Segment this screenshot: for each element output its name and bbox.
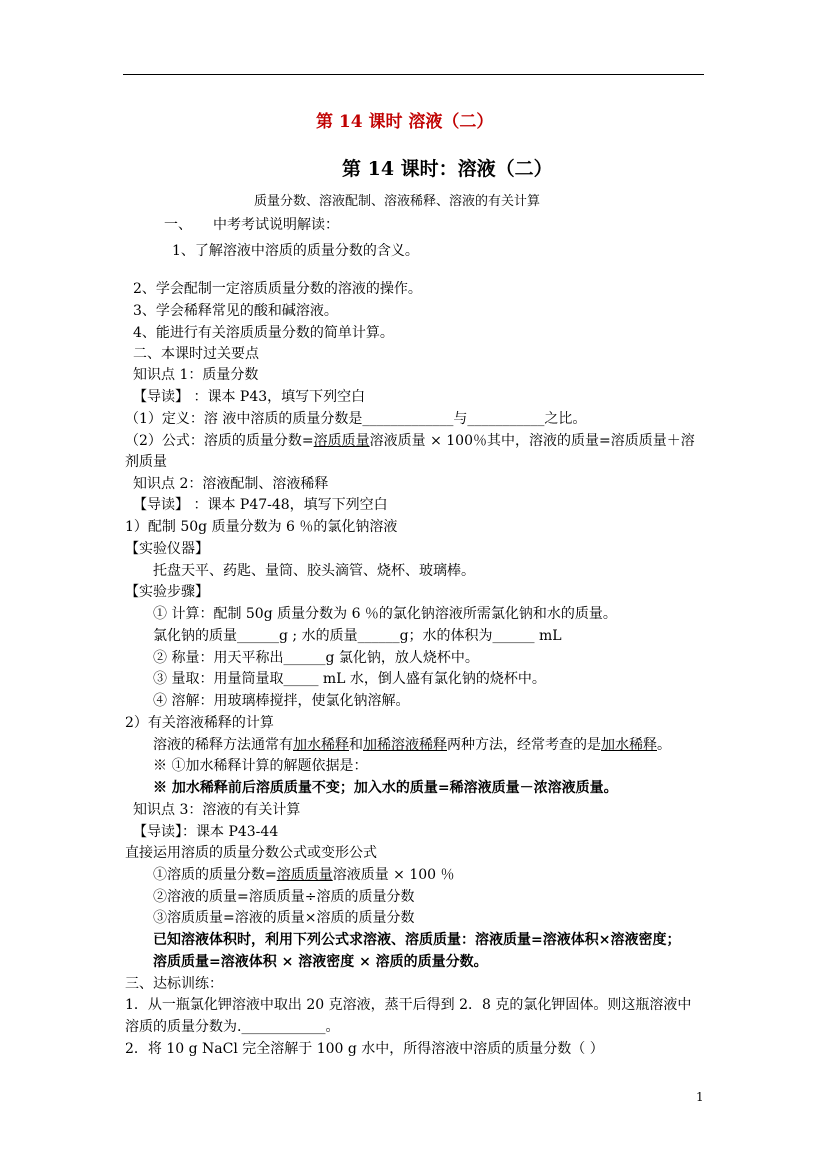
- instruments-list: 托盘天平、药匙、量筒、胶头滴管、烧杯、玻璃棒。: [153, 563, 475, 579]
- section-3-heading: 三、达标训练：: [125, 976, 223, 992]
- requirement-4: 4、能进行有关溶质质量分数的简单计算。: [133, 325, 394, 341]
- page-title: 第 14 课时：溶液（二）: [342, 158, 553, 180]
- instruments-label: 【实验仪器】: [125, 541, 209, 557]
- formula-underlined: 溶质质量: [313, 433, 370, 449]
- dilution-underline-2: 加稀溶液稀释: [363, 737, 447, 753]
- knowledge-point-2: 知识点 2：溶液配制、溶液稀释: [133, 476, 329, 492]
- formula-suffix: 溶液质量 × 100％其中，溶液的质量=溶质质量＋溶: [369, 433, 695, 449]
- formula-1-suffix: 溶液质量 × 100 ％: [332, 867, 455, 883]
- dilution-underline-1: 加水稀释: [293, 737, 349, 753]
- volume-formula-1: 已知溶液体积时，利用下列公式求溶液、溶质质量：溶液质量=溶液体积×溶液密度；: [153, 932, 681, 948]
- steps-label: 【实验步骤】: [125, 584, 209, 600]
- formula-2: ②溶液的质量=溶质质量÷溶质的质量分数: [153, 889, 415, 905]
- formula-1-underlined: 溶质质量: [276, 867, 333, 883]
- section-1-heading: 一、 中考考试说明解读：: [164, 217, 339, 233]
- dilution-underline-3: 加水稀释: [601, 737, 657, 753]
- requirement-1: 1、了解溶液中溶质的质量分数的含义。: [172, 243, 419, 259]
- step-4: ④ 溶解：用玻璃棒搅拌，使氯化钠溶解。: [153, 693, 410, 709]
- dilution-text-b: 和: [349, 737, 363, 753]
- red-title: 第 14 课时 溶液（二）: [316, 112, 494, 132]
- requirement-2: 2、学会配制一定溶质质量分数的溶液的操作。: [133, 281, 422, 297]
- formula-prefix: （2）公式：溶质的质量分数=: [125, 433, 314, 449]
- formula-1-prefix: ①溶质的质量分数=: [153, 867, 277, 883]
- section-2-heading: 二、本课时过关要点: [133, 346, 259, 362]
- dilution-text-d: 。: [657, 737, 671, 753]
- dilution-text-a: 溶液的稀释方法通常有: [153, 737, 293, 753]
- definition: （1）定义：溶 液中溶质的质量分数是_____________与___________之比。: [125, 411, 587, 427]
- kp3-guide: 【导读】：课本 P43-44: [133, 824, 279, 840]
- step-1-fill: 氯化钠的质量______g ; 水的质量______g；水的体积为______ mL: [153, 628, 562, 644]
- subtitle: 质量分数、溶液配制、溶液稀释、溶液的有关计算: [254, 194, 541, 209]
- question-1-line-1: 1．从一瓶氯化钾溶液中取出 20 克溶液，蒸干后得到 2．8 克的氯化钾固体。则这瓶溶液中: [125, 997, 692, 1013]
- knowledge-point-3: 知识点 3：溶液的有关计算: [133, 802, 301, 818]
- header-rule: [123, 74, 704, 75]
- kp1-guide: 【导读】 ：课本 P43，填写下列空白: [133, 389, 366, 405]
- volume-formula-2: 溶质质量=溶液体积 × 溶液密度 × 溶质的质量分数。: [153, 954, 488, 970]
- dilution-rule: ※ 加水稀释前后溶质质量不变；加入水的质量=稀溶液质量－浓溶液质量。: [153, 780, 618, 796]
- dilution-title: 2）有关溶液稀释的计算: [125, 715, 274, 731]
- kp2-guide: 【导读】 ：课本 P47-48，填写下列空白: [133, 497, 388, 513]
- dilution-basis: ※ ①加水稀释计算的解题依据是：: [153, 758, 368, 774]
- step-1: ① 计算：配制 50g 质量分数为 6 ％的氯化钠溶液所需氯化钠和水的质量。: [153, 606, 617, 622]
- knowledge-point-1: 知识点 1：质量分数: [133, 367, 259, 383]
- page-number: 1: [696, 1090, 704, 1104]
- step-3: ③ 量取：用量筒量取_____ mL 水，倒人盛有氯化钠的烧杯中。: [153, 671, 546, 687]
- formula-continuation: 剂质量: [125, 454, 167, 470]
- formula-1: [153, 866, 455, 884]
- formula-3: ③溶质质量=溶液的质量×溶质的质量分数: [153, 910, 415, 926]
- step-2: ② 称量：用天平称出______g 氯化钠，放人烧杯中。: [153, 650, 479, 666]
- formula-line: [125, 432, 695, 450]
- question-2: 2．将 10 g NaCl 完全溶解于 100 g 水中，所得溶液中溶质的质量分数（ ）: [125, 1041, 604, 1057]
- requirement-3: 3、学会稀释常见的酸和碱溶液。: [133, 303, 338, 319]
- dilution-methods: [153, 736, 671, 754]
- dilution-text-c: 两种方法，经常考查的是: [447, 737, 601, 753]
- question-1-line-2: 溶质的质量分数为.____________。: [125, 1019, 340, 1035]
- preparation-title: 1）配制 50g 质量分数为 6 ％的氯化钠溶液: [125, 519, 398, 535]
- direct-formula-intro: 直接运用溶质的质量分数公式或变形公式: [125, 845, 377, 861]
